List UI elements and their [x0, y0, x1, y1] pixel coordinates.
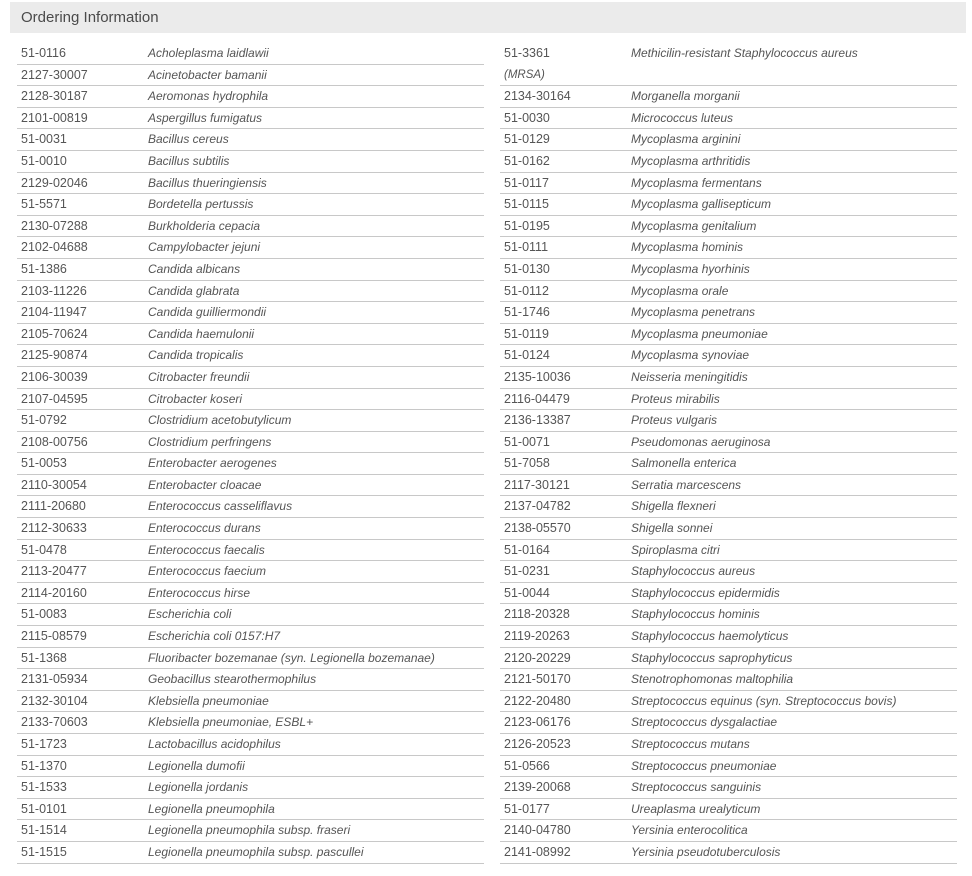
- catalog-number: 51-0115: [504, 197, 549, 212]
- catalog-number: 2110-30054: [21, 477, 87, 492]
- table-row: [500, 173, 957, 195]
- organism-name: Enterococcus casseliflavus: [148, 499, 293, 514]
- catalog-number: 51-0231: [504, 564, 550, 579]
- table-row: [17, 734, 484, 756]
- catalog-number: 51-0112: [504, 283, 549, 298]
- table-row: [500, 799, 957, 821]
- organism-name: Serratia marcescens: [631, 477, 742, 492]
- catalog-number: 51-0566: [504, 758, 550, 773]
- organism-name: Mycoplasma arthritidis: [631, 153, 751, 168]
- catalog-number: 2136-13387: [504, 413, 571, 428]
- catalog-number: 2108-00756: [21, 434, 88, 449]
- table-row: [500, 216, 957, 238]
- organism-name: Geobacillus stearothermophilus: [148, 672, 317, 687]
- organism-name: Legionella jordanis: [148, 780, 249, 795]
- table-row: [17, 389, 484, 411]
- catalog-number: 2121-50170: [504, 672, 571, 687]
- organism-name: Candida albicans: [148, 261, 241, 276]
- table-row: [500, 345, 957, 367]
- organism-name: Campylobacter jejuni: [148, 240, 261, 255]
- catalog-number: 2101-00819: [21, 110, 88, 125]
- table-row: [17, 129, 484, 151]
- section-header: [10, 2, 966, 33]
- table-row: [500, 237, 957, 259]
- table-row: [500, 86, 957, 108]
- organism-name: Shigella sonnei: [631, 521, 713, 536]
- organism-name: Spiroplasma citri: [631, 542, 720, 557]
- catalog-number: 51-0119: [504, 326, 549, 341]
- catalog-number: 2141-08992: [504, 844, 571, 859]
- table-row: [17, 367, 484, 389]
- organism-name: Burkholderia cepacia: [148, 218, 261, 233]
- organism-name: Enterococcus durans: [148, 521, 261, 536]
- organism-name: Clostridium acetobutylicum: [148, 413, 292, 428]
- organism-name: Klebsiella pneumoniae, ESBL+: [148, 715, 314, 730]
- organism-name: Fluoribacter bozemanae (syn. Legionella bozemanae): [148, 650, 435, 665]
- catalog-number: 51-0478: [21, 542, 67, 557]
- catalog-number: 51-1368: [21, 650, 67, 665]
- table-row: [17, 108, 484, 130]
- organism-name: Mycoplasma synoviae: [631, 348, 750, 363]
- organism-name: Staphylococcus aureus: [631, 564, 756, 579]
- table-row: [500, 496, 957, 518]
- table-row: [17, 648, 484, 670]
- table-row: [17, 410, 484, 432]
- organism-name: Candida guilliermondii: [148, 305, 267, 320]
- table-row: [17, 194, 484, 216]
- table-row: [17, 43, 484, 65]
- catalog-number: 2103-11226: [21, 283, 87, 298]
- catalog-number: 2130-07288: [21, 218, 88, 233]
- table-row: [500, 561, 957, 583]
- table-row: [17, 669, 484, 691]
- table-row: [500, 432, 957, 454]
- organism-name: Streptococcus sanguinis: [631, 780, 762, 795]
- catalog-number: 51-0101: [21, 801, 67, 816]
- table-row: [500, 712, 957, 734]
- organism-name: Pseudomonas aeruginosa: [631, 434, 771, 449]
- catalog-number: 51-0030: [504, 110, 550, 125]
- catalog-number: 51-0111: [504, 240, 549, 255]
- organism-name: Bacillus subtilis: [148, 153, 230, 168]
- organism-name: Salmonella enterica: [631, 456, 737, 471]
- organism-name: Enterococcus hirse: [148, 585, 251, 600]
- organism-name: Shigella flexneri: [631, 499, 716, 514]
- catalog-number: 51-1515: [21, 844, 67, 859]
- catalog-number: 51-0044: [504, 585, 550, 600]
- organism-name: Legionella pneumophila: [148, 801, 275, 816]
- catalog-number: 51-1723: [21, 737, 67, 751]
- table-row: [500, 324, 957, 346]
- organism-name: Escherichia coli: [148, 607, 232, 622]
- organism-name: Legionella pneumophila subsp. fraseri: [148, 823, 351, 838]
- catalog-number: 2138-05570: [504, 521, 571, 536]
- table-row: [500, 129, 957, 151]
- catalog-number: 51-1746: [504, 305, 550, 320]
- catalog-number: 51-0031: [21, 132, 67, 147]
- table-row: [17, 281, 484, 303]
- catalog-number: 2118-20328: [504, 607, 570, 622]
- catalog-number: 51-0129: [504, 132, 550, 147]
- organism-name: Clostridium perfringens: [148, 434, 272, 449]
- catalog-number: 51-5571: [21, 197, 67, 212]
- table-row: [17, 626, 484, 648]
- catalog-number: 2125-90874: [21, 348, 88, 363]
- table-row: [500, 669, 957, 691]
- catalog-number: 2120-20229: [504, 650, 571, 665]
- table-row: [17, 65, 484, 87]
- table-row: [17, 453, 484, 475]
- catalog-number: 2134-30164: [504, 89, 571, 104]
- organism-name: Neisseria meningitidis: [631, 369, 748, 384]
- organism-name: Klebsiella pneumoniae: [148, 693, 269, 708]
- organism-name: Stenotrophomonas maltophilia: [631, 672, 794, 687]
- catalog-number: 2135-10036: [504, 369, 571, 384]
- table-row: [500, 389, 957, 411]
- table-row: [17, 842, 484, 864]
- organism-name: Candida tropicalis: [148, 348, 244, 363]
- organism-name: Yersinia enterocolitica: [631, 823, 748, 838]
- catalog-number: 2117-30121: [504, 477, 570, 492]
- table-row: [17, 432, 484, 454]
- table-row: [17, 777, 484, 799]
- organism-name: Mycoplasma hyorhinis: [631, 261, 750, 276]
- table-row: [17, 712, 484, 734]
- table-row: [500, 194, 957, 216]
- table-row: [17, 604, 484, 626]
- table-row: [17, 518, 484, 540]
- catalog-number: 51-0010: [21, 153, 67, 168]
- catalog-number: 2131-05934: [21, 672, 88, 687]
- organism-name: Enterococcus faecium: [148, 564, 267, 579]
- table-row: [500, 302, 957, 324]
- organism-name: Enterococcus faecalis: [148, 542, 265, 557]
- catalog-number: 51-0053: [21, 456, 67, 471]
- table-row: [17, 259, 484, 281]
- table-row: [500, 691, 957, 713]
- catalog-number: 2126-20523: [504, 737, 571, 751]
- table-row: [17, 475, 484, 497]
- catalog-number: 51-7058: [504, 456, 550, 471]
- catalog-number: 2129-02046: [21, 175, 88, 190]
- organism-name: Citrobacter koseri: [148, 391, 243, 406]
- table-row: [500, 151, 957, 173]
- catalog-number: 2122-20480: [504, 693, 571, 708]
- catalog-number: 51-0164: [504, 542, 550, 557]
- organism-name: Methicilin-resistant Staphylococcus aureus: [631, 46, 858, 60]
- catalog-number: 51-0117: [504, 175, 549, 190]
- catalog-number: 2128-30187: [21, 89, 88, 104]
- section-title: Ordering Information: [21, 9, 159, 26]
- catalog-number: 2116-04479: [504, 391, 570, 406]
- organism-name: Yersinia pseudotuberculosis: [631, 844, 781, 859]
- organism-name: Aeromonas hydrophila: [148, 89, 269, 104]
- table-row: [17, 756, 484, 778]
- organism-name: Candida glabrata: [148, 283, 240, 298]
- organism-name: Enterobacter aerogenes: [148, 456, 277, 471]
- catalog-number: 51-1370: [21, 758, 67, 773]
- organism-name: Streptococcus equinus (syn. Streptococcus bovis): [631, 693, 897, 708]
- catalog-number: 51-0071: [504, 434, 550, 449]
- catalog-number: 51-0124: [504, 348, 550, 363]
- catalog-number: 2112-30633: [21, 521, 87, 536]
- table-row: [500, 367, 957, 389]
- organism-name: Enterobacter cloacae: [148, 477, 262, 492]
- organism-name: Legionella dumofii: [148, 758, 245, 773]
- table-row: [17, 324, 484, 346]
- catalog-number: 51-0130: [504, 261, 550, 276]
- table-row: [500, 259, 957, 281]
- organism-name: Mycoplasma orale: [631, 283, 729, 298]
- organism-name: Mycoplasma arginini: [631, 132, 741, 147]
- catalog-number: 51-0792: [21, 413, 67, 428]
- catalog-number: 2105-70624: [21, 326, 88, 341]
- catalog-number: 2111-20680: [21, 499, 86, 514]
- organism-name: Proteus vulgaris: [631, 413, 718, 428]
- table-row: [17, 173, 484, 195]
- table-row: [17, 561, 484, 583]
- catalog-number: 2119-20263: [504, 629, 570, 644]
- organism-name: Morganella morganii: [631, 89, 740, 104]
- organism-name: Proteus mirabilis: [631, 391, 720, 406]
- table-row: [500, 453, 957, 475]
- table-row: [500, 281, 957, 303]
- table-row: [500, 820, 957, 842]
- catalog-number: 51-3361: [504, 46, 550, 60]
- organism-name: Mycoplasma gallisepticum: [631, 197, 772, 212]
- catalog-number: 2106-30039: [21, 369, 88, 384]
- catalog-number: 51-0083: [21, 607, 67, 622]
- organism-name: Staphylococcus hominis: [631, 607, 760, 622]
- ordering-list-right: [500, 43, 957, 864]
- catalog-number: 2140-04780: [504, 823, 571, 838]
- table-row: [17, 86, 484, 108]
- ordering-list-left: [17, 43, 484, 864]
- organism-name: Staphylococcus haemolyticus: [631, 629, 789, 644]
- organism-name: Mycoplasma fermentans: [631, 175, 762, 190]
- organism-name: Aspergillus fumigatus: [148, 110, 263, 125]
- organism-name: Streptococcus dysgalactiae: [631, 715, 778, 730]
- catalog-number: 51-0162: [504, 153, 550, 168]
- catalog-number: 51-0177: [504, 801, 550, 816]
- table-row: [500, 108, 957, 130]
- organism-name: Acholeplasma laidlawii: [148, 46, 269, 60]
- organism-name: Streptococcus pneumoniae: [631, 758, 777, 773]
- table-row: [17, 799, 484, 821]
- catalog-number: 51-0116: [21, 46, 66, 60]
- catalog-number: 2102-04688: [21, 240, 88, 255]
- organism-name: Bordetella pertussis: [148, 197, 254, 212]
- catalog-number: 51-0195: [504, 218, 550, 233]
- catalog-number: 2132-30104: [21, 693, 88, 708]
- catalog-number: 2123-06176: [504, 715, 571, 730]
- table-row: [500, 604, 957, 626]
- table-row: [17, 540, 484, 562]
- table-row: [500, 583, 957, 605]
- table-row: [500, 540, 957, 562]
- organism-name: Acinetobacter bamanii: [148, 67, 267, 82]
- table-row: [17, 345, 484, 367]
- table-row: [17, 151, 484, 173]
- organism-name: Lactobacillus acidophilus: [148, 737, 281, 751]
- table-row: [17, 237, 484, 259]
- table-row: [17, 216, 484, 238]
- catalog-number: 2107-04595: [21, 391, 88, 406]
- table-row: [500, 648, 957, 670]
- catalog-number: 2113-20477: [21, 564, 87, 579]
- catalog-number: 2127-30007: [21, 67, 88, 82]
- catalog-number: 51-1514: [21, 823, 67, 838]
- organism-name: Streptococcus mutans: [631, 737, 750, 751]
- catalog-number: 2137-04782: [504, 499, 571, 514]
- table-row: [17, 691, 484, 713]
- organism-name: Staphylococcus epidermidis: [631, 585, 780, 600]
- catalog-number: 51-1533: [21, 780, 67, 795]
- organism-name: Citrobacter freundii: [148, 369, 250, 384]
- table-row: [500, 43, 957, 86]
- organism-name: Escherichia coli 0157:H7: [148, 629, 281, 644]
- organism-name: Legionella pneumophila subsp. pascullei: [148, 844, 364, 859]
- table-row: [500, 475, 957, 497]
- organism-name: Staphylococcus saprophyticus: [631, 650, 793, 665]
- catalog-number: 2133-70603: [21, 715, 88, 730]
- catalog-number: 2139-20068: [504, 780, 571, 795]
- table-row: [500, 777, 957, 799]
- organism-name: Mycoplasma penetrans: [631, 305, 756, 320]
- table-row: [500, 626, 957, 648]
- table-row: [17, 820, 484, 842]
- table-row: [17, 583, 484, 605]
- table-row: [500, 518, 957, 540]
- organism-name: Micrococcus luteus: [631, 110, 734, 125]
- catalog-number: 2104-11947: [21, 305, 87, 320]
- catalog-number: 51-1386: [21, 261, 67, 276]
- table-row: [500, 734, 957, 756]
- table-row: [17, 302, 484, 324]
- organism-name: Mycoplasma pneumoniae: [631, 326, 768, 341]
- organism-name: Bacillus cereus: [148, 132, 229, 147]
- catalog-number: 2114-20160: [21, 585, 87, 600]
- organism-name: Bacillus thueringiensis: [148, 175, 267, 190]
- organism-name: Mycoplasma hominis: [631, 240, 744, 255]
- organism-name: Mycoplasma genitalium: [631, 218, 757, 233]
- table-row: [500, 410, 957, 432]
- table-row: [500, 842, 957, 864]
- table-row: [500, 756, 957, 778]
- organism-name-continuation: (MRSA): [504, 68, 545, 81]
- organism-name: Ureaplasma urealyticum: [631, 801, 761, 816]
- table-row: [17, 496, 484, 518]
- catalog-number: 2115-08579: [21, 629, 87, 644]
- organism-name: Candida haemulonii: [148, 326, 255, 341]
